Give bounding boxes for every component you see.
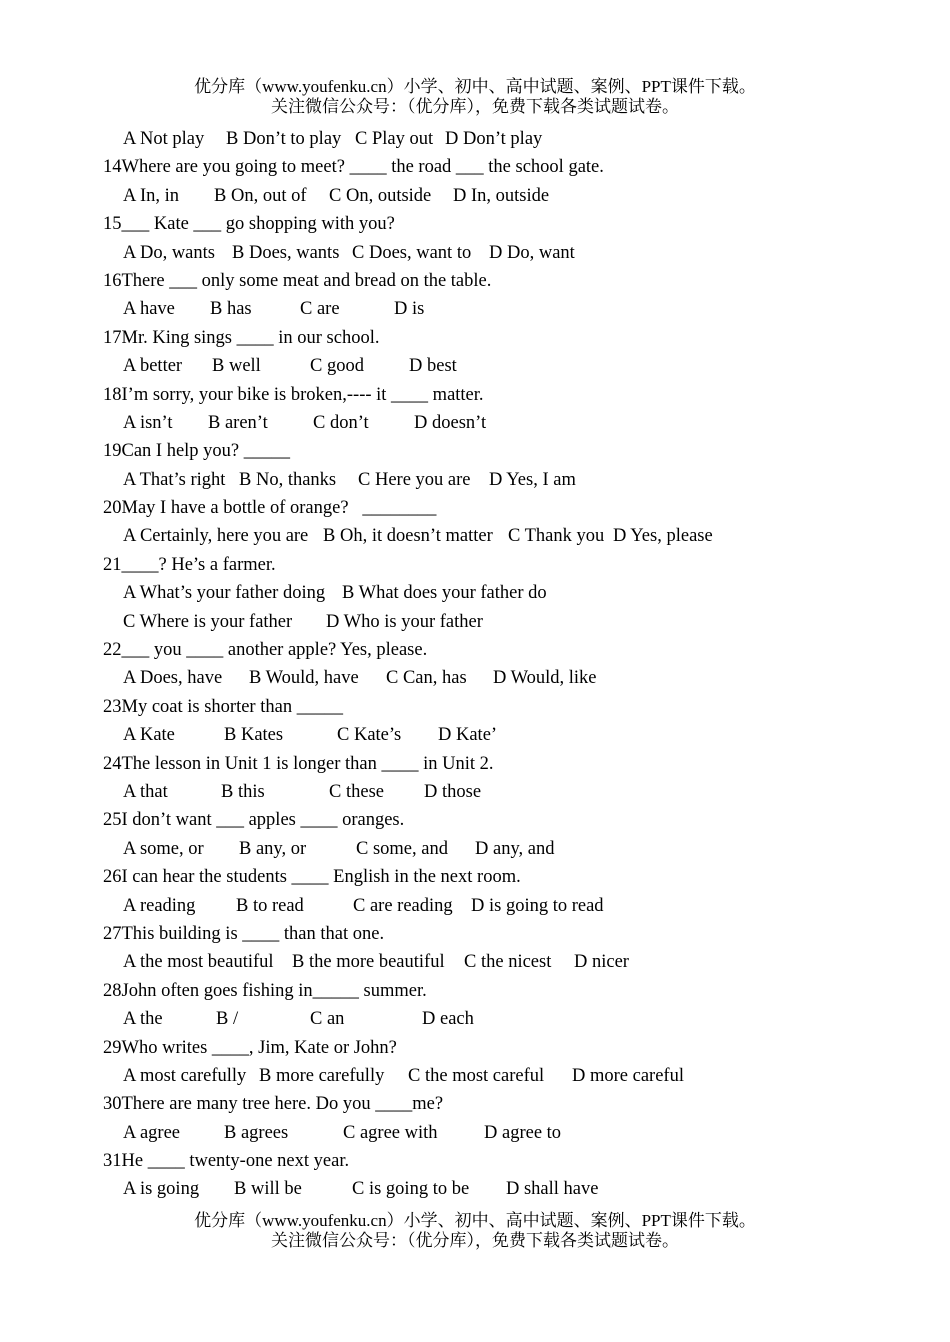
- answer-option: C Kate’s: [337, 725, 402, 746]
- answer-option: D doesn’t: [414, 412, 487, 433]
- answer-options: [0, 522, 950, 550]
- answer-option: B more carefully: [259, 1065, 385, 1086]
- question-text: 22___ you ____ another apple? Yes, please.: [103, 640, 428, 661]
- answer-option: D Don’t play: [445, 129, 543, 149]
- answer-option: C agree with: [343, 1122, 438, 1143]
- answer-option: A some, or: [123, 838, 204, 859]
- answer-option: A Do, wants: [123, 242, 215, 263]
- answer-option: D Who is your father: [326, 611, 483, 632]
- answer-option: B agrees: [224, 1122, 289, 1143]
- answer-option: C Here you are: [358, 469, 471, 490]
- answer-options: [0, 239, 950, 267]
- question-text: 30There are many tree here. Do you ____me?: [103, 1094, 444, 1115]
- answer-option: B /: [216, 1009, 239, 1030]
- footer-line-2: 关注微信公众号：（优分库），免费下载各类试题试卷。: [271, 1231, 679, 1250]
- answer-option: D any, and: [475, 838, 555, 859]
- answer-option: B this: [221, 781, 265, 802]
- question-text: 17Mr. King sings ____ in our school.: [103, 327, 380, 348]
- answer-option: A Does, have: [123, 668, 223, 689]
- answer-option: C is going to be: [352, 1179, 470, 1200]
- answer-option: A most carefully: [123, 1065, 247, 1086]
- answer-options: [0, 1175, 950, 1203]
- answer-option: B On, out of: [214, 185, 307, 206]
- question-text: 19Can I help you? _____: [103, 441, 291, 462]
- answer-option: B to read: [236, 895, 304, 916]
- answer-option: A the: [123, 1009, 163, 1030]
- answer-option: A Not play: [123, 129, 205, 149]
- answer-option: D is: [394, 299, 425, 320]
- answer-option: D In, outside: [453, 185, 550, 206]
- answer-option: C some, and: [356, 838, 448, 859]
- answer-option: D Yes, please: [613, 526, 713, 547]
- answer-option: D agree to: [484, 1122, 562, 1143]
- answer-option: C don’t: [313, 412, 369, 433]
- answer-option: A That’s right: [123, 469, 226, 490]
- answer-option: B will be: [234, 1179, 302, 1200]
- question-text: 20May I have a bottle of orange? ________: [103, 498, 437, 519]
- question-list: [0, 125, 950, 1204]
- question-text: 21____? He’s a farmer.: [103, 554, 276, 575]
- answer-options: [0, 125, 950, 153]
- answer-option: A the most beautiful: [123, 952, 274, 973]
- answer-option: D more careful: [572, 1065, 684, 1086]
- answer-option: C Does, want to: [352, 242, 472, 263]
- answer-option: D is going to read: [471, 895, 604, 916]
- answer-option: D shall have: [506, 1179, 599, 1200]
- answer-option: D best: [409, 356, 457, 377]
- question-text: 24The lesson in Unit 1 is longer than ____ in Unit 2.: [103, 753, 494, 774]
- page-header: [0, 77, 950, 117]
- question-text: 29Who writes ____, Jim, Kate or John?: [103, 1037, 397, 1058]
- answer-options: [0, 352, 950, 380]
- answer-option: B Don’t to play: [226, 129, 342, 149]
- question-text: 28John often goes fishing in_____ summer.: [103, 980, 427, 1001]
- answer-option: B has: [210, 299, 252, 320]
- answer-option: A better: [123, 356, 183, 377]
- answer-option: D Kate’: [438, 725, 498, 746]
- answer-option: D those: [424, 781, 482, 802]
- answer-option: D each: [422, 1009, 474, 1030]
- answer-options: [0, 295, 950, 323]
- answer-option: C Thank you: [508, 526, 605, 547]
- header-line-2: 关注微信公众号：（优分库），免费下载各类试题试卷。: [271, 97, 679, 116]
- answer-option: A isn’t: [123, 412, 173, 433]
- answer-option: A In, in: [123, 185, 180, 206]
- answer-option: C Play out: [355, 129, 434, 149]
- answer-option: C are reading: [353, 895, 453, 916]
- answer-options: [0, 182, 950, 210]
- answer-options: [0, 721, 950, 749]
- question-text: 14Where are you going to meet? ____ the road ___ the school gate.: [103, 157, 604, 178]
- question-text: 26I can hear the students ____ English in the next room.: [103, 867, 521, 888]
- answer-options: [0, 579, 950, 607]
- answer-option: C Where is your father: [123, 611, 293, 632]
- answer-option: C the most careful: [408, 1065, 545, 1086]
- answer-option: C good: [310, 356, 364, 377]
- answer-options: [0, 892, 950, 920]
- answer-option: C an: [310, 1009, 345, 1030]
- answer-option: B any, or: [239, 838, 307, 859]
- answer-option: D Do, want: [489, 242, 575, 263]
- answer-option: B Kates: [224, 725, 284, 746]
- question-text: 18I’m sorry, your bike is broken,---- it ____ matter.: [103, 384, 484, 405]
- answer-option: A What’s your father doing: [123, 583, 326, 604]
- answer-options: [0, 409, 950, 437]
- answer-option: B well: [212, 356, 261, 377]
- answer-option: C are: [300, 299, 340, 320]
- answer-option: B No, thanks: [239, 469, 337, 490]
- answer-option: B Oh, it doesn’t matter: [323, 526, 493, 547]
- answer-options: [0, 1005, 950, 1033]
- answer-options: [0, 664, 950, 692]
- answer-option: B What does your father do: [342, 583, 547, 604]
- answer-option: B Does, wants: [232, 242, 340, 263]
- answer-option: C Can, has: [386, 668, 467, 689]
- question-text: 25I don’t want ___ apples ____ oranges.: [103, 810, 405, 831]
- answer-option: D Yes, I am: [489, 469, 576, 490]
- answer-options: [0, 778, 950, 806]
- answer-option: B the more beautiful: [292, 952, 445, 973]
- answer-option: C these: [329, 781, 384, 802]
- question-text: 16There ___ only some meat and bread on the table.: [103, 270, 492, 291]
- answer-option: D nicer: [574, 952, 629, 973]
- answer-option: B Would, have: [249, 668, 359, 689]
- answer-option: A that: [123, 781, 168, 802]
- answer-options: [0, 466, 950, 494]
- answer-option: A have: [123, 299, 175, 320]
- answer-option: A Kate: [123, 725, 175, 746]
- footer-line-1: 优分库（www.youfenku.cn）小学、初中、高中试题、案例、PPT课件下载。: [194, 1211, 756, 1230]
- answer-options: [0, 835, 950, 863]
- answer-option: A is going: [123, 1179, 200, 1200]
- answer-option: C the nicest: [464, 952, 552, 973]
- answer-options: [0, 948, 950, 976]
- answer-option: A Certainly, here you are: [123, 526, 309, 547]
- answer-options: [0, 608, 950, 636]
- answer-option: B aren’t: [208, 412, 268, 433]
- question-text: 27This building is ____ than that one.: [103, 923, 385, 944]
- answer-options: [0, 1062, 950, 1090]
- page-footer: [0, 1211, 950, 1251]
- answer-options: [0, 1119, 950, 1147]
- answer-option: C On, outside: [329, 185, 432, 206]
- answer-option: A agree: [123, 1122, 181, 1143]
- answer-option: D Would, like: [493, 668, 597, 689]
- question-text: 23My coat is shorter than _____: [103, 696, 343, 717]
- header-line-1: 优分库（www.youfenku.cn）小学、初中、高中试题、案例、PPT课件下载。: [194, 77, 756, 96]
- answer-option: A reading: [123, 895, 196, 916]
- question-text: 31He ____ twenty-one next year.: [103, 1151, 350, 1172]
- question-text: 15___ Kate ___ go shopping with you?: [103, 214, 395, 235]
